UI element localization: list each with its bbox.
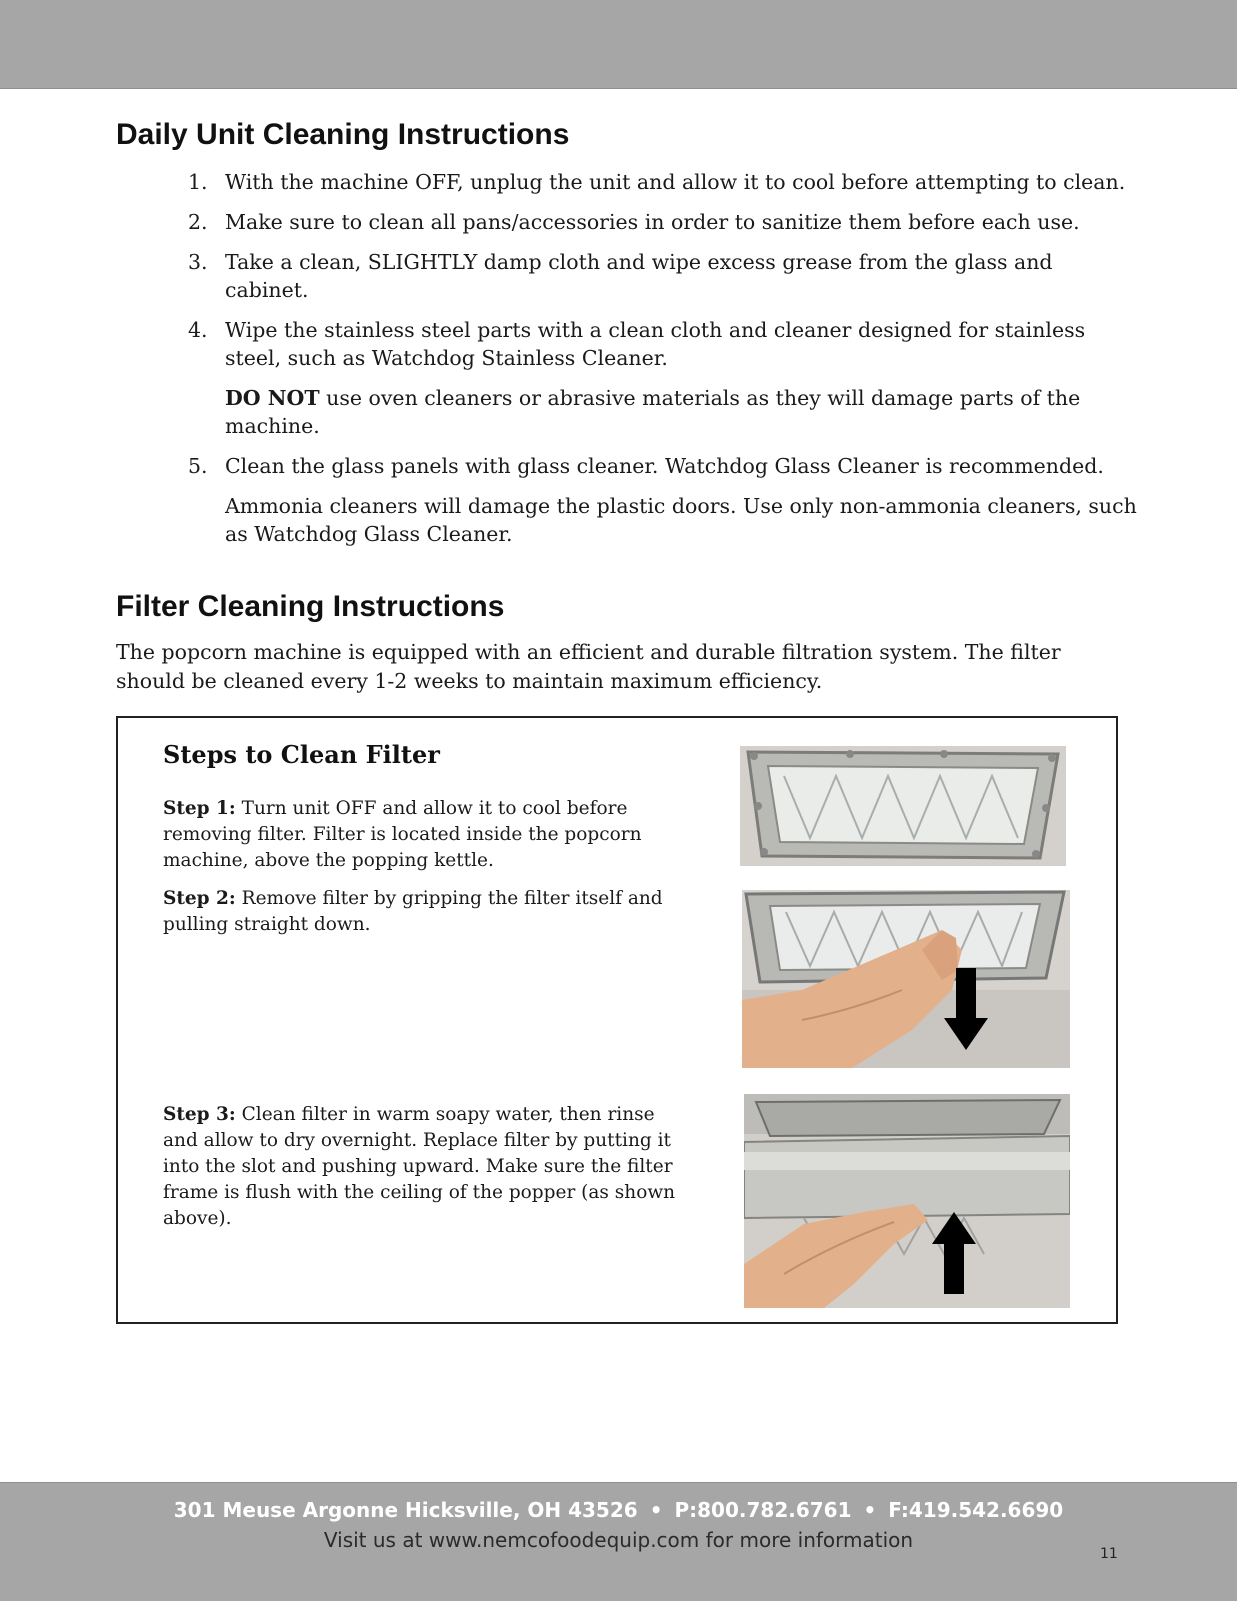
list-number: 1. [188,170,208,194]
list-number: 4. [188,318,208,342]
list-item [180,248,1140,304]
daily-steps-list [180,168,1140,560]
footer-contact-line [0,1498,1237,1522]
filter-intro-paragraph: The popcorn machine is equipped with an efficient and durable filtration system. The filter should be cleaned every 1-2 weeks to maintain maximum efficiency. [116,640,1061,693]
warning-text: use oven cleaners or abrasive materials as they will damage parts of the machine. [225,386,1081,438]
footer-fax: F:419.542.6690 [888,1498,1064,1522]
step-label: Step 3: [163,1104,236,1125]
filter-cleaning-heading: Filter Cleaning Instructions [116,590,505,623]
filter-step-2 [163,886,683,938]
warning-note [225,384,1140,440]
step-text: Remove filter by gripping the filter itself and pulling straight down. [163,888,663,935]
step-label: Step 1: [163,798,236,819]
footer-address: 301 Meuse Argonne Hicksville, OH 43526 [173,1498,638,1522]
list-item-text: Take a clean, SLIGHTLY damp cloth and wipe excess grease from the glass and cabinet. [225,250,1053,302]
header-band [0,0,1237,89]
list-item [180,208,1140,236]
replace-filter-photo [744,1094,1070,1308]
filter-step-1 [163,796,683,874]
step-label: Step 2: [163,888,236,909]
caution-note: Ammonia cleaners will damage the plastic doors. Use only non-ammonia cleaners, such as Watchdog Glass Cleaner. [225,494,1137,546]
filter-steps-box [116,716,1118,1324]
filter-step-3 [163,1102,683,1232]
list-number: 3. [188,250,208,274]
daily-cleaning-heading: Daily Unit Cleaning Instructions [116,118,570,151]
list-item-text: With the machine OFF, unplug the unit and allow it to cool before attempting to clean. [225,170,1126,194]
installed-filter-photo [740,746,1066,866]
step-text: Turn unit OFF and allow it to cool before removing filter. Filter is located inside the popcorn machine, above the popping kettle. [163,798,642,871]
filter-steps-title: Steps to Clean Filter [163,740,440,769]
list-number: 5. [188,454,208,478]
list-item [180,168,1140,196]
warning-emphasis: DO NOT [225,386,320,410]
footer-phone: P:800.782.6761 [674,1498,852,1522]
list-item-text: Make sure to clean all pans/accessories in order to sanitize them before each use. [225,210,1080,234]
list-item-text: Wipe the stainless steel parts with a clean cloth and cleaner designed for stainless steel, such as Watchdog Stainless Cleaner. [225,318,1086,370]
step-text: Clean filter in warm soapy water, then rinse and allow to dry overnight. Replace filter by putting it into the slot and pushing upward. Make sure the filter frame is flush with the ceiling of the popper (as shown above). [163,1104,676,1229]
list-number: 2. [188,210,208,234]
list-item [180,316,1140,440]
footer-separator: • [863,1498,877,1522]
list-item-text: Clean the glass panels with glass cleaner. Watchdog Glass Cleaner is recommended. [225,454,1104,478]
page-number: 11 [1100,1546,1118,1562]
footer-website-line: Visit us at www.nemcofoodequip.com for more information [323,1528,914,1552]
list-item [180,452,1140,548]
footer-separator: • [649,1498,663,1522]
remove-filter-photo [742,890,1070,1068]
